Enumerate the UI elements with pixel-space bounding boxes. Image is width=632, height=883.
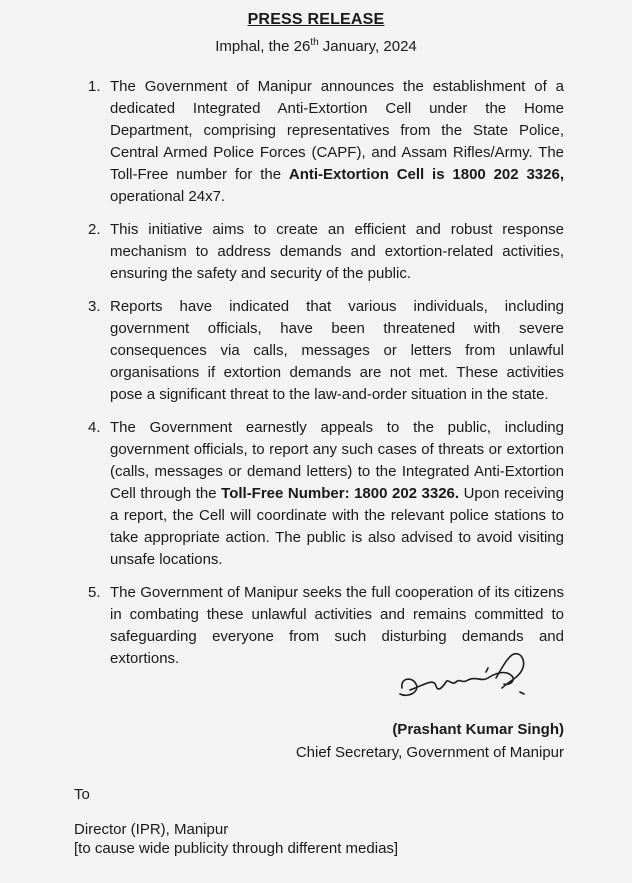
paragraph-text-tail: Upon receiving a report, the Cell will coordinate with the relevant police stations to take appropriate action. The public is also advised to avoid visiting unsafe locations. [110, 485, 564, 568]
signatory-designation: Chief Secretary, Government of Manipur [295, 744, 564, 761]
addressee-line-1: Director (IPR), Manipur [74, 821, 229, 838]
document-title [0, 11, 632, 29]
paragraph-number: 2. [88, 221, 101, 238]
handwritten-signature [390, 648, 550, 710]
toll-free-number: Toll-Free Number: 1800 202 3326. [221, 485, 460, 502]
paragraph-text: The Government of Manipur announces the establishment of a dedicated Integrated Anti-Extortion Cell under the Home Department, comprising representatives from the State Police, Central Armed Police Forces (CAPF), and Assam Rifles/Army. The Toll-Free number for the [110, 78, 564, 183]
paragraph-text: This initiative aims to create an efficient and robust response mechanism to address demands and extortion-related activities, ensuring the safety and security of the public. [110, 221, 564, 282]
paragraph-1 [88, 76, 564, 208]
paragraph-number: 3. [88, 298, 101, 315]
signatory-name: (Prashant Kumar Singh) [392, 721, 564, 738]
dateline-suffix: January, 2024 [318, 38, 417, 55]
to-label: To [74, 786, 90, 803]
paragraph-number: 4. [88, 419, 101, 436]
numbered-paragraphs [88, 76, 564, 681]
dateline-ordinal: th [310, 37, 319, 48]
addressee-line-2: [to cause wide publicity through different medias] [74, 840, 399, 857]
paragraph-text: Reports have indicated that various individuals, including government officials, have been threatened with severe consequences via calls, messages or letters from unlawful organisations if extortion demands are not met. These activities pose a significant threat to the law-and-order situation in the state. [110, 298, 564, 403]
dateline [0, 37, 632, 55]
paragraph-3 [88, 296, 564, 406]
paragraph-text-tail: operational 24x7. [110, 188, 226, 205]
paragraph-2 [88, 219, 564, 285]
addressee-block [74, 820, 398, 858]
paragraph-text: The Government of Manipur seeks the full cooperation of its citizens in combating these unlawful activities and remains committed to safeguarding everyone from such disturbing demands and extortions. [110, 584, 564, 667]
paragraph-number: 1. [88, 78, 101, 95]
paragraph-number: 5. [88, 584, 101, 601]
cell-toll-free-number: Anti-Extortion Cell is 1800 202 3326, [288, 166, 564, 183]
paragraph-text: The Government earnestly appeals to the public, including government officials, to report any such cases of threats or extortion (calls, messages or demand letters) to the Integrated Anti-Extortion Cell through the [110, 419, 564, 502]
dateline-prefix: Imphal, the 26 [215, 38, 311, 55]
paragraph-4 [88, 417, 564, 571]
title-text: PRESS RELEASE [247, 11, 385, 28]
